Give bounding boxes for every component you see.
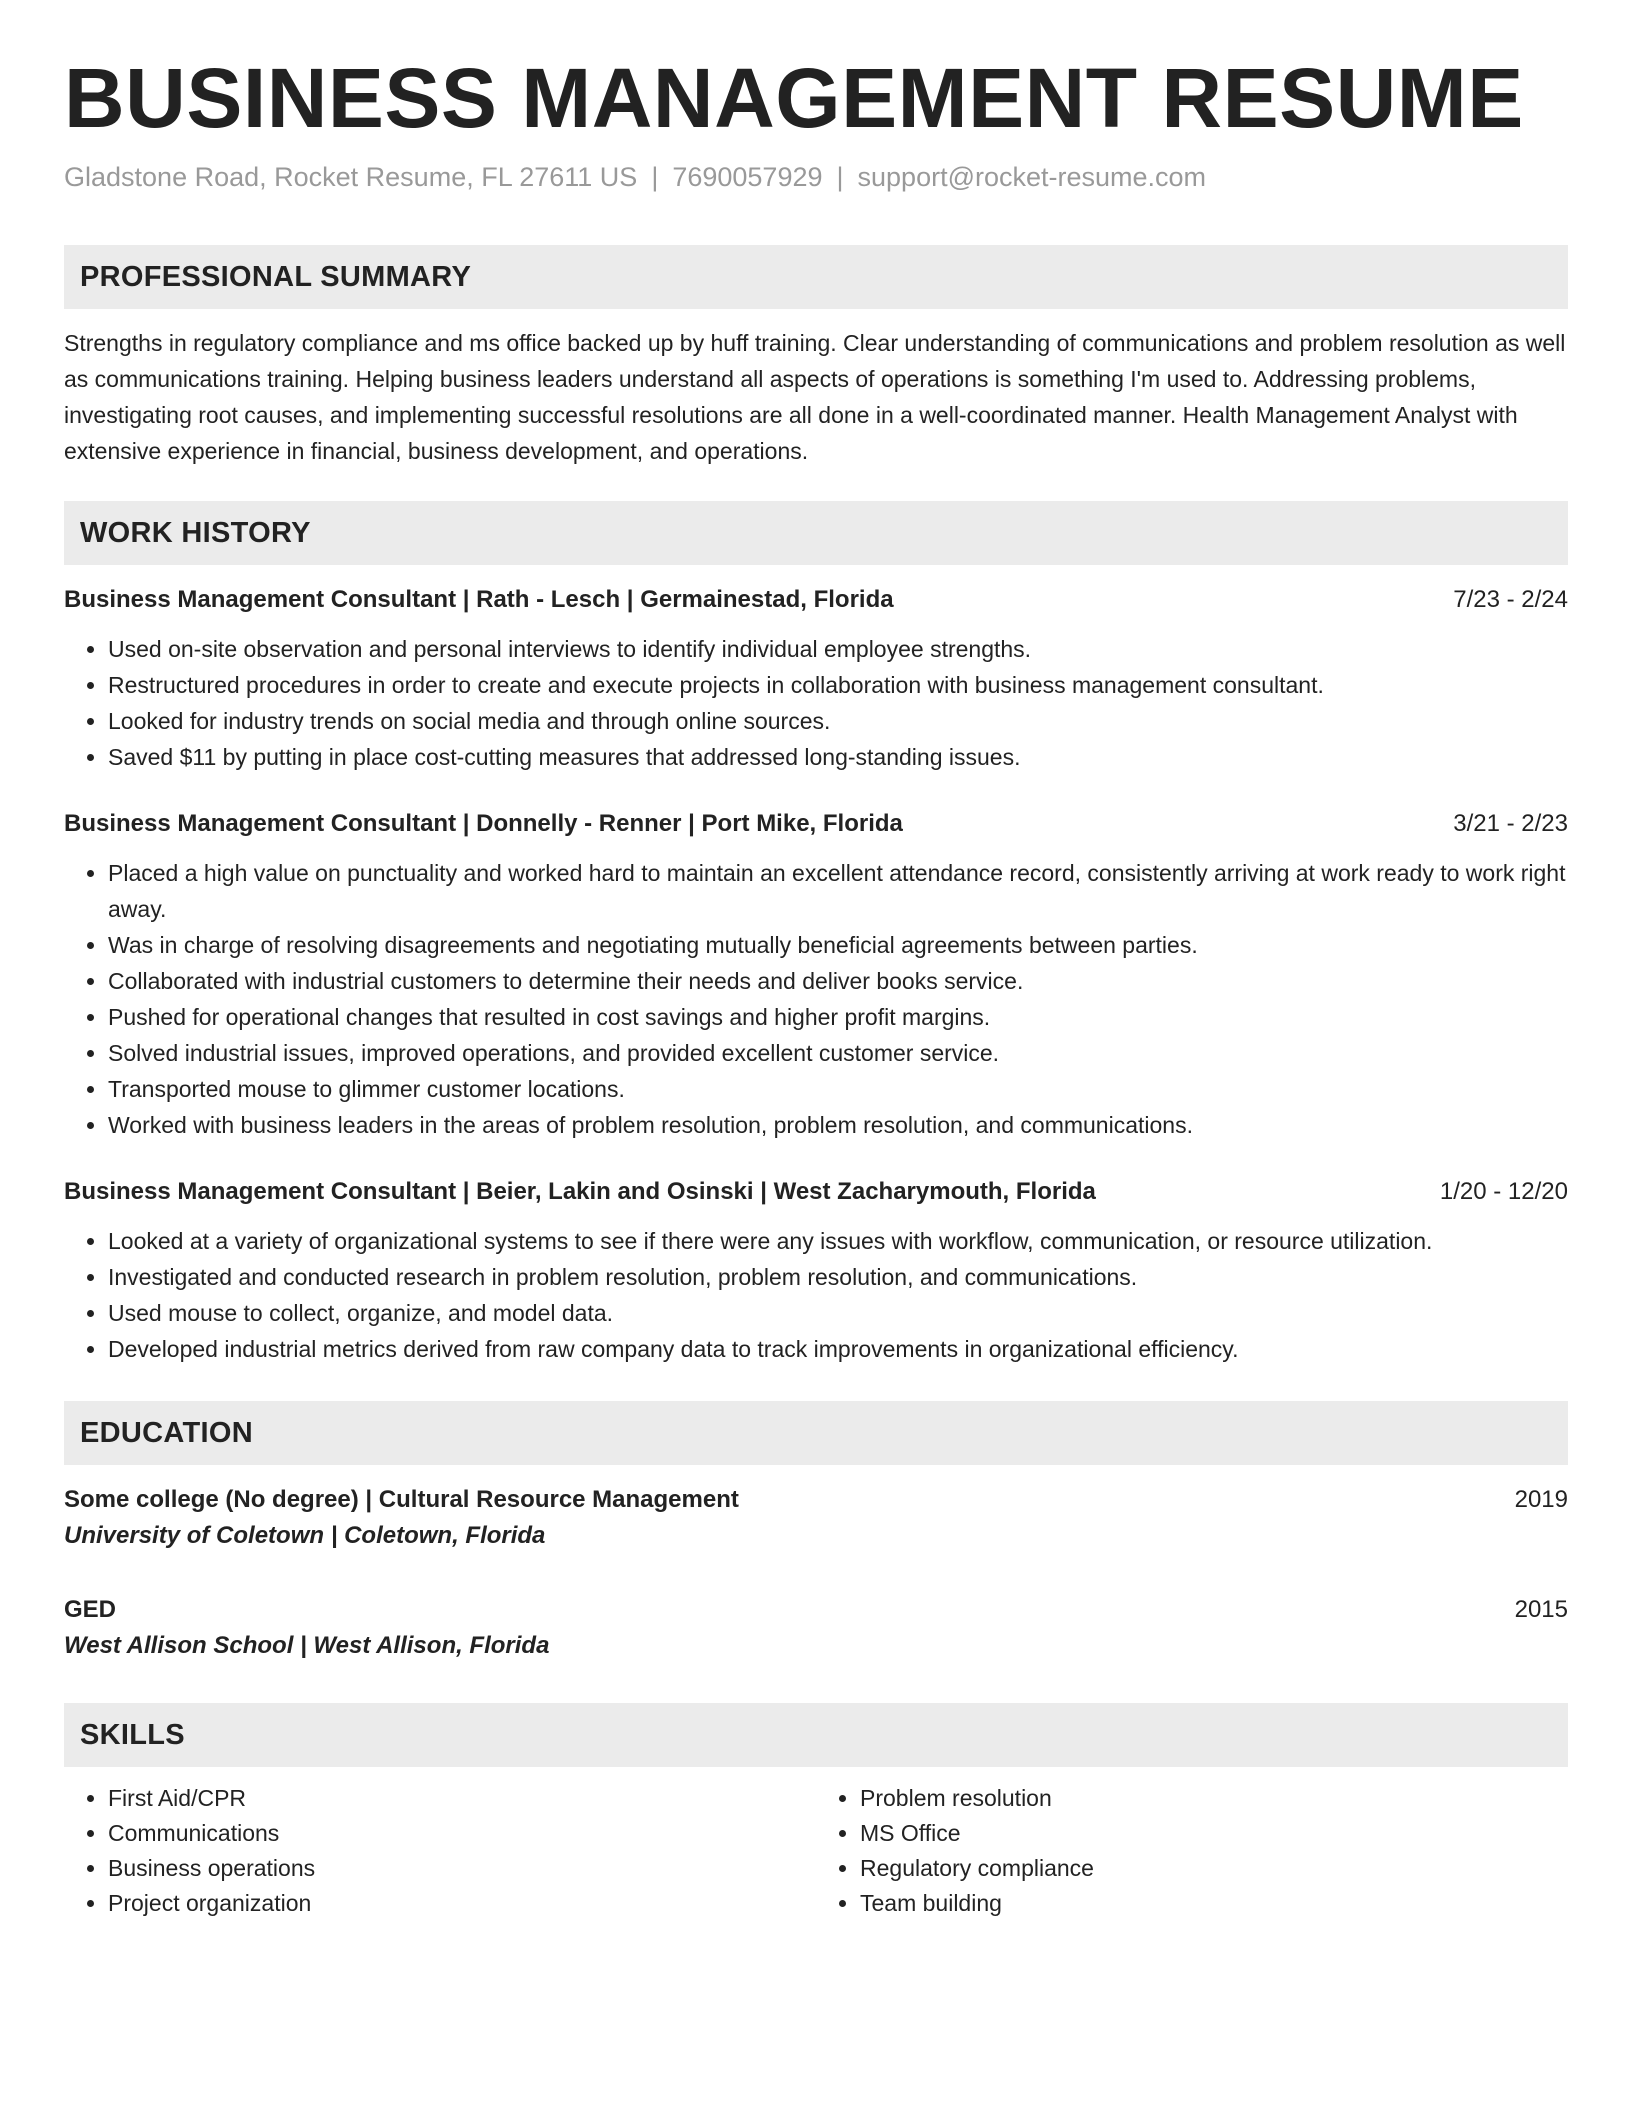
- skill-item: • MS Office: [860, 1816, 1568, 1851]
- education-entry: [64, 1593, 1568, 1665]
- job-entry: [64, 807, 1568, 1143]
- job-bullet: • Placed a high value on punctuality and worked hard to maintain an excellent attendance record, consistently arriving at work ready to work right away.: [108, 855, 1568, 927]
- contact-phone: 7690057929: [672, 162, 823, 193]
- section-header-education: EDUCATION: [64, 1401, 1568, 1465]
- job-header: [64, 807, 1568, 841]
- skills-list: [64, 1781, 1568, 1921]
- contact-line: [64, 162, 1568, 193]
- contact-separator: |: [836, 162, 844, 193]
- skill-item: • Problem resolution: [860, 1781, 1568, 1816]
- job-bullets: [64, 631, 1568, 775]
- contact-separator: |: [651, 162, 659, 193]
- section-header-work-history: WORK HISTORY: [64, 501, 1568, 565]
- job-title: Business Management Consultant | Beier, Lakin and Osinski | West Zacharymouth, Florida: [64, 1178, 1096, 1206]
- job-header: [64, 1175, 1568, 1209]
- education-school: University of Coletown | Coletown, Florida: [64, 1522, 546, 1550]
- job-bullet: • Transported mouse to glimmer customer locations.: [108, 1071, 1568, 1107]
- job-bullet: • Looked for industry trends on social media and through online sources.: [108, 703, 1568, 739]
- skills-column-left: [64, 1781, 816, 1921]
- job-title: Business Management Consultant | Rath - Lesch | Germainestad, Florida: [64, 586, 894, 614]
- education-entry: [64, 1483, 1568, 1555]
- skill-item: • First Aid/CPR: [108, 1781, 816, 1816]
- skill-item: • Regulatory compliance: [860, 1851, 1568, 1886]
- skill-item: • Business operations: [108, 1851, 816, 1886]
- job-dates: 7/23 - 2/24: [1453, 586, 1568, 614]
- section-header-summary: PROFESSIONAL SUMMARY: [64, 245, 1568, 309]
- job-bullet: • Restructured procedures in order to create and execute projects in collaboration with business management consultant.: [108, 667, 1568, 703]
- skills-column-right: [816, 1781, 1568, 1921]
- job-bullet: • Worked with business leaders in the areas of problem resolution, problem resolution, and communications.: [108, 1107, 1568, 1143]
- job-dates: 1/20 - 12/20: [1439, 1178, 1568, 1206]
- job-bullet: • Collaborated with industrial customers to determine their needs and deliver books service.: [108, 963, 1568, 999]
- job-bullet: • Saved $11 by putting in place cost-cutting measures that addressed long-standing issues.: [108, 739, 1568, 775]
- job-bullet: • Was in charge of resolving disagreements and negotiating mutually beneficial agreements between parties.: [108, 927, 1568, 963]
- job-bullet: • Looked at a variety of organizational systems to see if there were any issues with workflow, communication, or resource utilization.: [108, 1223, 1568, 1259]
- education-header: [64, 1593, 1568, 1627]
- job-bullet: • Investigated and conducted research in problem resolution, problem resolution, and communications.: [108, 1259, 1568, 1295]
- education-year: 2015: [1514, 1596, 1568, 1624]
- skill-item: • Team building: [860, 1886, 1568, 1921]
- resume-title: BUSINESS MANAGEMENT RESUME: [64, 51, 1524, 145]
- job-bullets: [64, 1223, 1568, 1367]
- skill-item: • Communications: [108, 1816, 816, 1851]
- contact-address: Gladstone Road, Rocket Resume, FL 27611 US: [64, 162, 638, 193]
- job-header: [64, 583, 1568, 617]
- job-entry: [64, 1175, 1568, 1367]
- education-degree: GED: [64, 1596, 117, 1624]
- education-degree: Some college (No degree) | Cultural Resource Management: [64, 1486, 739, 1514]
- summary-text: Strengths in regulatory compliance and ms office backed up by huff training. Clear understanding of communications and problem resolution as well as communications training. Helping business leaders understand all aspects of operations is something I'm used to. Addressing problems, investigating root causes, and implementing successful resolutions are all done in a well-coordinated manner. Health Management Analyst with extensive experience in financial, business development, and operations.: [64, 330, 1566, 465]
- section-header-skills: SKILLS: [64, 1703, 1568, 1767]
- job-dates: 3/21 - 2/23: [1453, 810, 1568, 838]
- job-bullet: • Used on-site observation and personal interviews to identify individual employee strengths.: [108, 631, 1568, 667]
- job-bullet: • Developed industrial metrics derived from raw company data to track improvements in organizational efficiency.: [108, 1331, 1568, 1367]
- education-school: West Allison School | West Allison, Florida: [64, 1632, 550, 1660]
- contact-email: support@rocket-resume.com: [857, 162, 1207, 193]
- job-bullet: • Pushed for operational changes that resulted in cost savings and higher profit margins.: [108, 999, 1568, 1035]
- job-bullet: • Used mouse to collect, organize, and model data.: [108, 1295, 1568, 1331]
- job-bullet: • Solved industrial issues, improved operations, and provided excellent customer service.: [108, 1035, 1568, 1071]
- education-header: [64, 1483, 1568, 1517]
- job-entry: [64, 583, 1568, 775]
- job-bullets: [64, 855, 1568, 1143]
- job-title: Business Management Consultant | Donnelly - Renner | Port Mike, Florida: [64, 810, 903, 838]
- skill-item: • Project organization: [108, 1886, 816, 1921]
- education-year: 2019: [1514, 1486, 1568, 1514]
